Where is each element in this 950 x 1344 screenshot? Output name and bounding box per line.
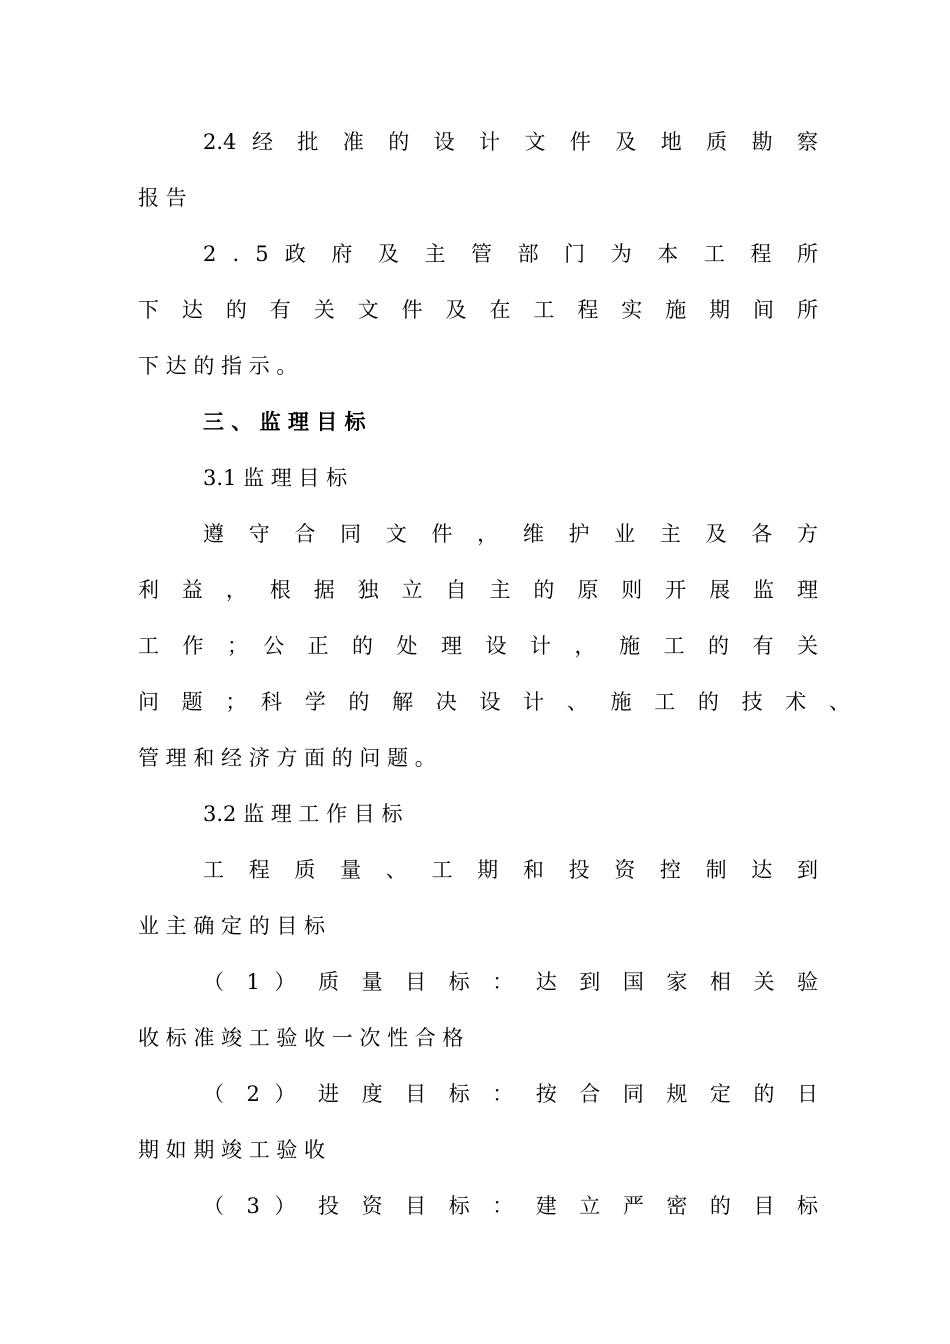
paragraph-line: 下 达 的 指 示 。: [138, 354, 298, 378]
paragraph-line: 利 益 ， 根 据 独 立 自 主 的 原 则 开 展 监 理: [138, 578, 818, 602]
subsection-heading: 3.1 监 理 目 标: [203, 466, 348, 490]
list-item-line: 期 如 期 竣 工 验 收: [138, 1138, 326, 1162]
paragraph-line: 2.4 经 批 准 的 设 计 文 件 及 地 质 勘 察: [203, 130, 818, 154]
paragraph-line: 问 题 ； 科 学 的 解 决 设 计 、 施 工 的 技 术 、: [138, 690, 850, 714]
paragraph-line: 工 程 质 量 、 工 期 和 投 资 控 制 达 到: [203, 858, 818, 882]
paragraph-line: 报 告: [138, 186, 187, 210]
subsection-heading: 3.2 监 理 工 作 目 标: [203, 802, 403, 826]
section-heading: 三 、 监 理 目 标: [203, 409, 366, 434]
paragraph-line: 业 主 确 定 的 目 标: [138, 914, 326, 938]
paragraph-line: 下 达 的 有 关 文 件 及 在 工 程 实 施 期 间 所: [138, 298, 818, 322]
paragraph-line: 管 理 和 经 济 方 面 的 问 题 。: [138, 746, 436, 770]
list-item-line: 收 标 准 竣 工 验 收 一 次 性 合 格: [138, 1026, 464, 1050]
paragraph-line: 工 作 ； 公 正 的 处 理 设 计 ， 施 工 的 有 关: [138, 634, 818, 658]
paragraph-line: 遵 守 合 同 文 件 ， 维 护 业 主 及 各 方: [203, 522, 818, 546]
list-item-line: （ 1 ） 质 量 目 标 ： 达 到 国 家 相 关 验: [203, 970, 818, 994]
list-item-line: （ 2 ） 进 度 目 标 ： 按 合 同 规 定 的 日: [203, 1082, 818, 1106]
list-item-line: （ 3 ） 投 资 目 标 ： 建 立 严 密 的 目 标: [203, 1194, 818, 1218]
paragraph-line: 2 . 5 政 府 及 主 管 部 门 为 本 工 程 所: [203, 242, 818, 266]
